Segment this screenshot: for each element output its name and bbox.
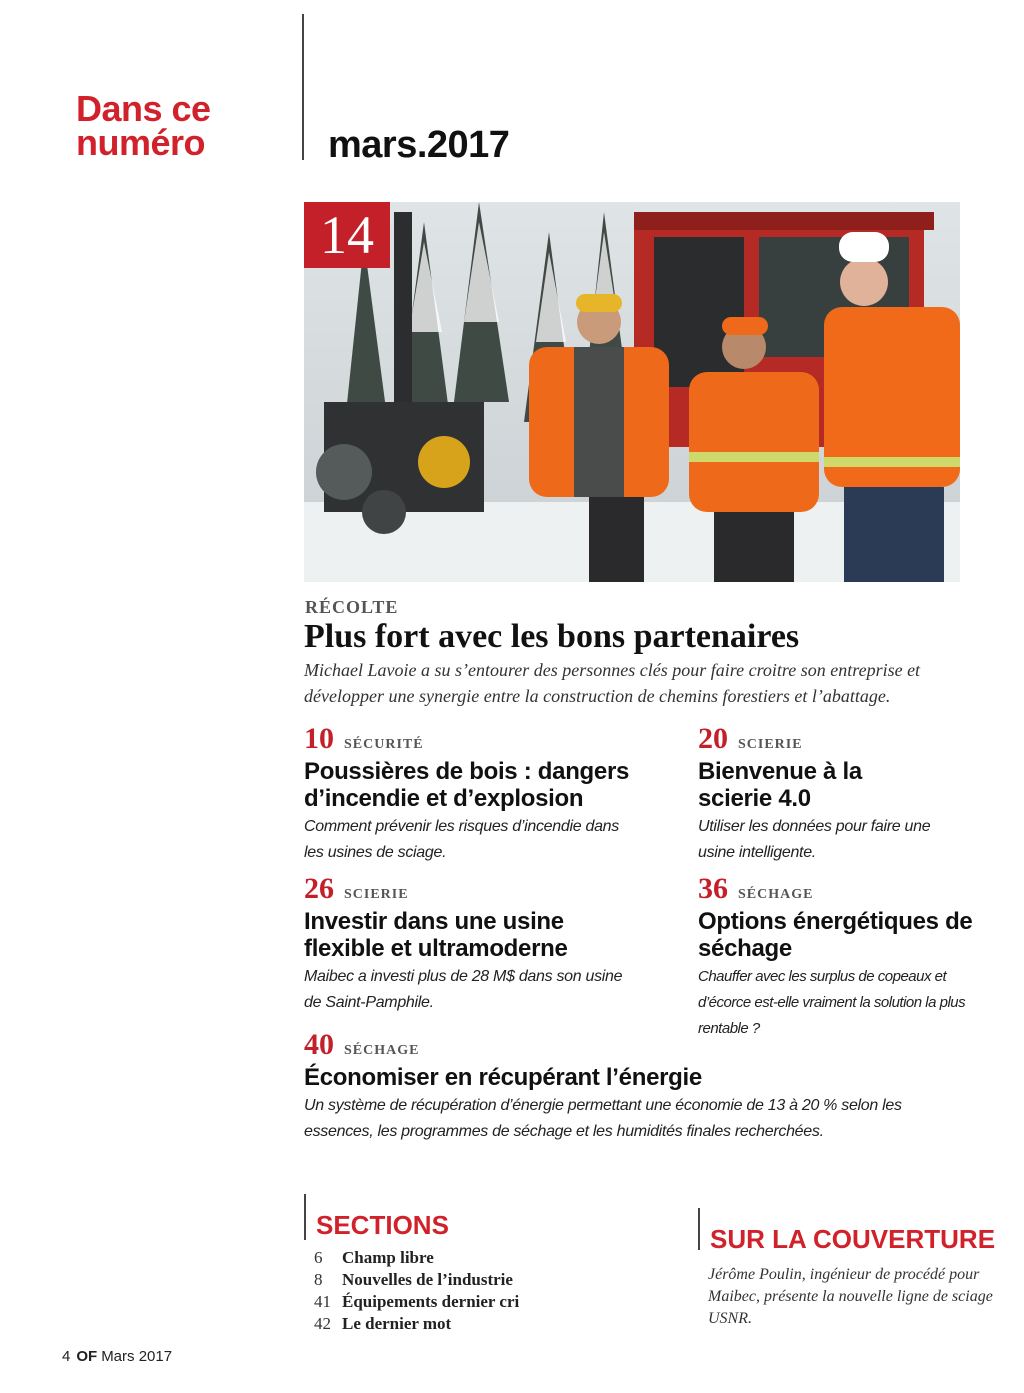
story-title[interactable]: Investir dans une usine flexible et ultramoderne	[304, 908, 568, 962]
story-page: 40	[304, 1028, 334, 1061]
section-label	[76, 88, 276, 163]
section-label-text: Nouvelles de l’industrie	[342, 1270, 513, 1289]
issue-date: mars.2017	[328, 124, 510, 166]
section-label-line2: numéro	[76, 122, 206, 163]
story-description: Utiliser les données pour faire une usine intelligente.	[698, 818, 931, 861]
folio-magazine: OF	[76, 1348, 98, 1365]
story-category: SÉCHAGE	[738, 887, 814, 902]
story-category: SCIERIE	[344, 887, 409, 902]
feature-photo-illustration	[304, 202, 960, 582]
story-category: SÉCHAGE	[344, 1043, 420, 1058]
cover-description: Jérôme Poulin, ingénieur de procédé pour Maibec, présente la nouvelle ligne de sciage USNR.	[708, 1266, 993, 1327]
feature-description: Michael Lavoie a su s’entourer des personnes clés pour faire croitre son entreprise et développer une synergie entre la construction de chemins forestiers et l’abattage.	[304, 660, 921, 706]
feature-photo[interactable]	[304, 202, 960, 582]
folio	[62, 1348, 172, 1365]
story-page: 36	[698, 872, 728, 905]
section-label-text: Le dernier mot	[342, 1314, 452, 1333]
story-item[interactable]	[304, 872, 634, 1016]
feature-category: RÉCOLTE	[305, 597, 399, 617]
story-item[interactable]	[698, 872, 998, 1042]
sections-heading: SECTIONS	[316, 1210, 449, 1240]
folio-issue: Mars 2017	[101, 1348, 173, 1365]
section-page: 41	[314, 1292, 331, 1311]
section-label-text: Équipements dernier cri	[342, 1292, 520, 1311]
story-page: 10	[304, 722, 334, 755]
story-description: Un système de récupération d’énergie permettant une économie de 13 à 20 % selon les essences, les programmes de séchage et les humidités finales recherchées.	[304, 1097, 902, 1140]
feature-page-badge: 14	[304, 202, 390, 268]
cover-divider	[698, 1208, 700, 1250]
story-page: 26	[304, 872, 334, 905]
story-title[interactable]: Options énergétiques de séchage	[698, 908, 973, 962]
story-description: Chauffer avec les surplus de copeaux et d’écorce est-elle vraiment la solution la plus rentable ?	[698, 968, 966, 1037]
feature-title[interactable]: Plus fort avec les bons partenaires	[304, 618, 800, 655]
story-item[interactable]	[698, 722, 998, 866]
section-page: 6	[314, 1248, 323, 1267]
section-page: 42	[314, 1314, 331, 1333]
story-title[interactable]: Bienvenue à la scierie 4.0	[698, 758, 862, 812]
header-divider	[302, 14, 304, 160]
section-label-line1: Dans ce	[76, 88, 211, 129]
section-row[interactable]	[314, 1292, 519, 1314]
story-item[interactable]	[304, 722, 634, 866]
section-page: 8	[314, 1270, 323, 1289]
story-item[interactable]	[304, 1028, 944, 1145]
section-row[interactable]	[314, 1314, 519, 1336]
story-title[interactable]: Économiser en récupérant l’énergie	[304, 1064, 702, 1091]
sections-divider	[304, 1194, 306, 1240]
section-label-text: Champ libre	[342, 1248, 434, 1267]
story-description: Maibec a investi plus de 28 M$ dans son usine de Saint-Pamphile.	[304, 968, 623, 1011]
story-description: Comment prévenir les risques d’incendie dans les usines de sciage.	[304, 818, 619, 861]
story-category: SCIERIE	[738, 737, 803, 752]
section-row[interactable]	[314, 1270, 519, 1292]
folio-page-number: 4	[62, 1348, 71, 1365]
story-page: 20	[698, 722, 728, 755]
cover-heading: SUR LA COUVERTURE	[710, 1224, 996, 1254]
section-row[interactable]	[314, 1248, 519, 1270]
story-title[interactable]: Poussières de bois : dangers d’incendie et d’explosion	[304, 758, 630, 812]
story-category: SÉCURITÉ	[344, 737, 424, 752]
sections-list	[314, 1248, 519, 1336]
